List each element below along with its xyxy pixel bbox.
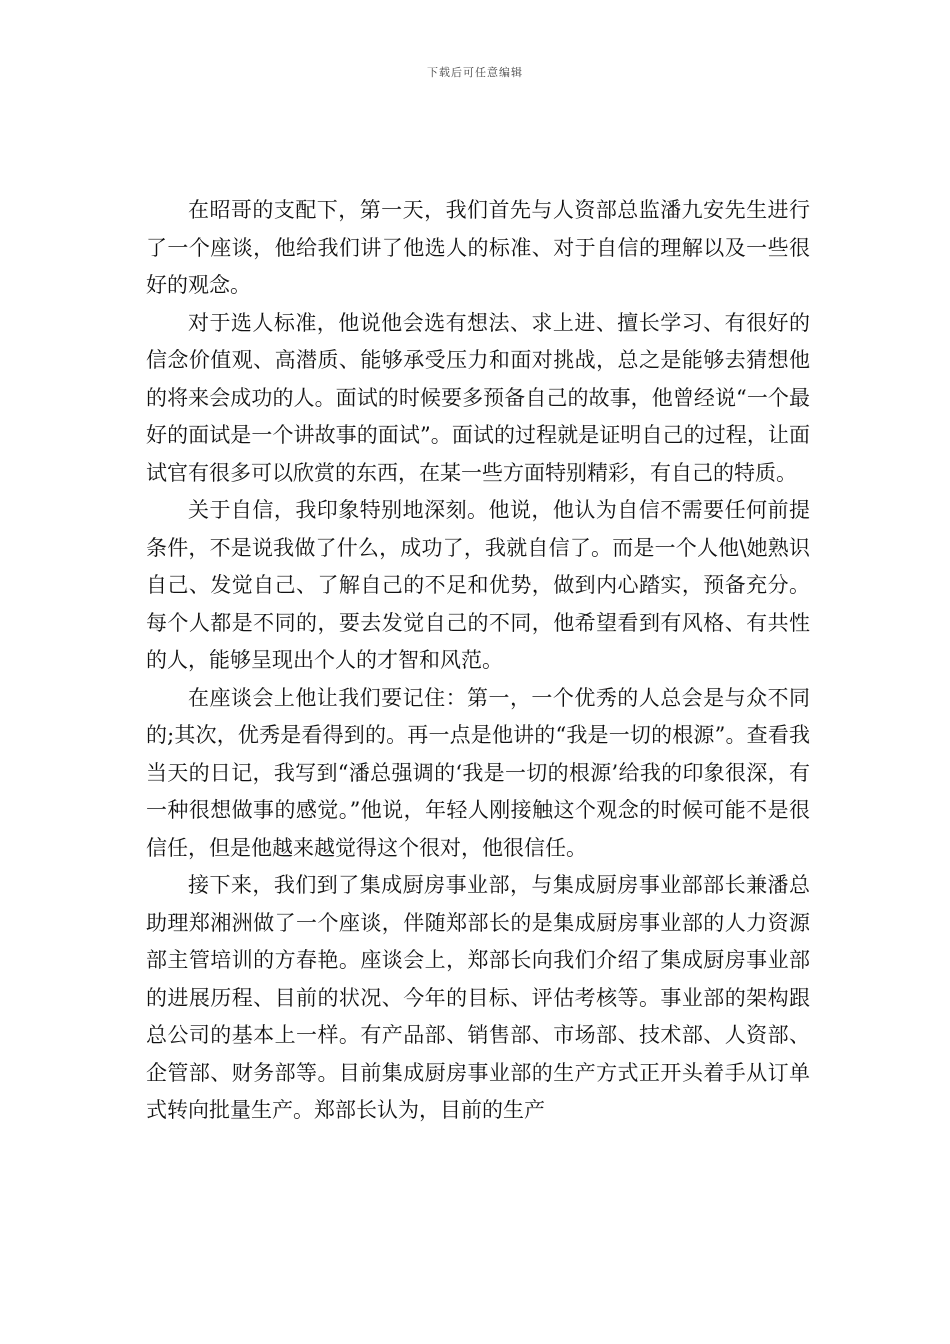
document-body bbox=[146, 192, 810, 1130]
header-note: 下载后可任意编辑 bbox=[427, 66, 523, 79]
paragraph-1: 在昭哥的支配下，第一天，我们首先与人资部总监潘九安先生进行了一个座谈，他给我们讲了他选人的标准、对于自信的理解以及一些很好的观念。 bbox=[146, 198, 810, 297]
paragraph-4: 在座谈会上他让我们要记住：第一，一个优秀的人总会是与众不同的;其次，优秀是看得到的。再一点是他讲的“我是一切的根源”。查看我当天的日记，我写到“潘总强调的‘我是一切的根源’给我的印象很深，有一种很想做事的感觉。”他说，年轻人刚接触这个观念的时候可能不是很信任，但是他越来越觉得这个很对，他很信任。 bbox=[146, 685, 810, 860]
paragraph-3: 关于自信，我印象特别地深刻。他说，他认为自信不需要任何前提条件，不是说我做了什么，成功了，我就自信了。而是一个人他\她熟识自己、发觉自己、了解自己的不足和优势，做到内心踏实，预备充分。每个人都是不同的，要去发觉自己的不同，他希望看到有风格、有共性的人，能够呈现出个人的才智和风范。 bbox=[146, 498, 810, 672]
paragraph-2: 对于选人标准，他说他会选有想法、求上进、擅长学习、有很好的信念价值观、高潜质、能够承受压力和面对挑战，总之是能够去猜想他的将来会成功的人。面试的时候要多预备自己的故事，他曾经说“一个最好的面试是一个讲故事的面试”。面试的过程就是证明自己的过程，让面试官有很多可以欣赏的东西，在某一些方面特别精彩，有自己的特质。 bbox=[146, 310, 810, 485]
paragraph-5: 接下来，我们到了集成厨房事业部，与集成厨房事业部部长兼潘总助理郑湘洲做了一个座谈，伴随郑部长的是集成厨房事业部的人力资源部主管培训的方春艳。座谈会上，郑部长向我们介绍了集成厨房事业部的进展历程、目前的状况、今年的目标、评估考核等。事业部的架构跟总公司的基本上一样。有产品部、销售部、市场部、技术部、人资部、企管部、财务部等。目前集成厨房事业部的生产方式正开头着手从订单式转向批量生产。郑部长认为，目前的生产 bbox=[146, 873, 810, 1122]
